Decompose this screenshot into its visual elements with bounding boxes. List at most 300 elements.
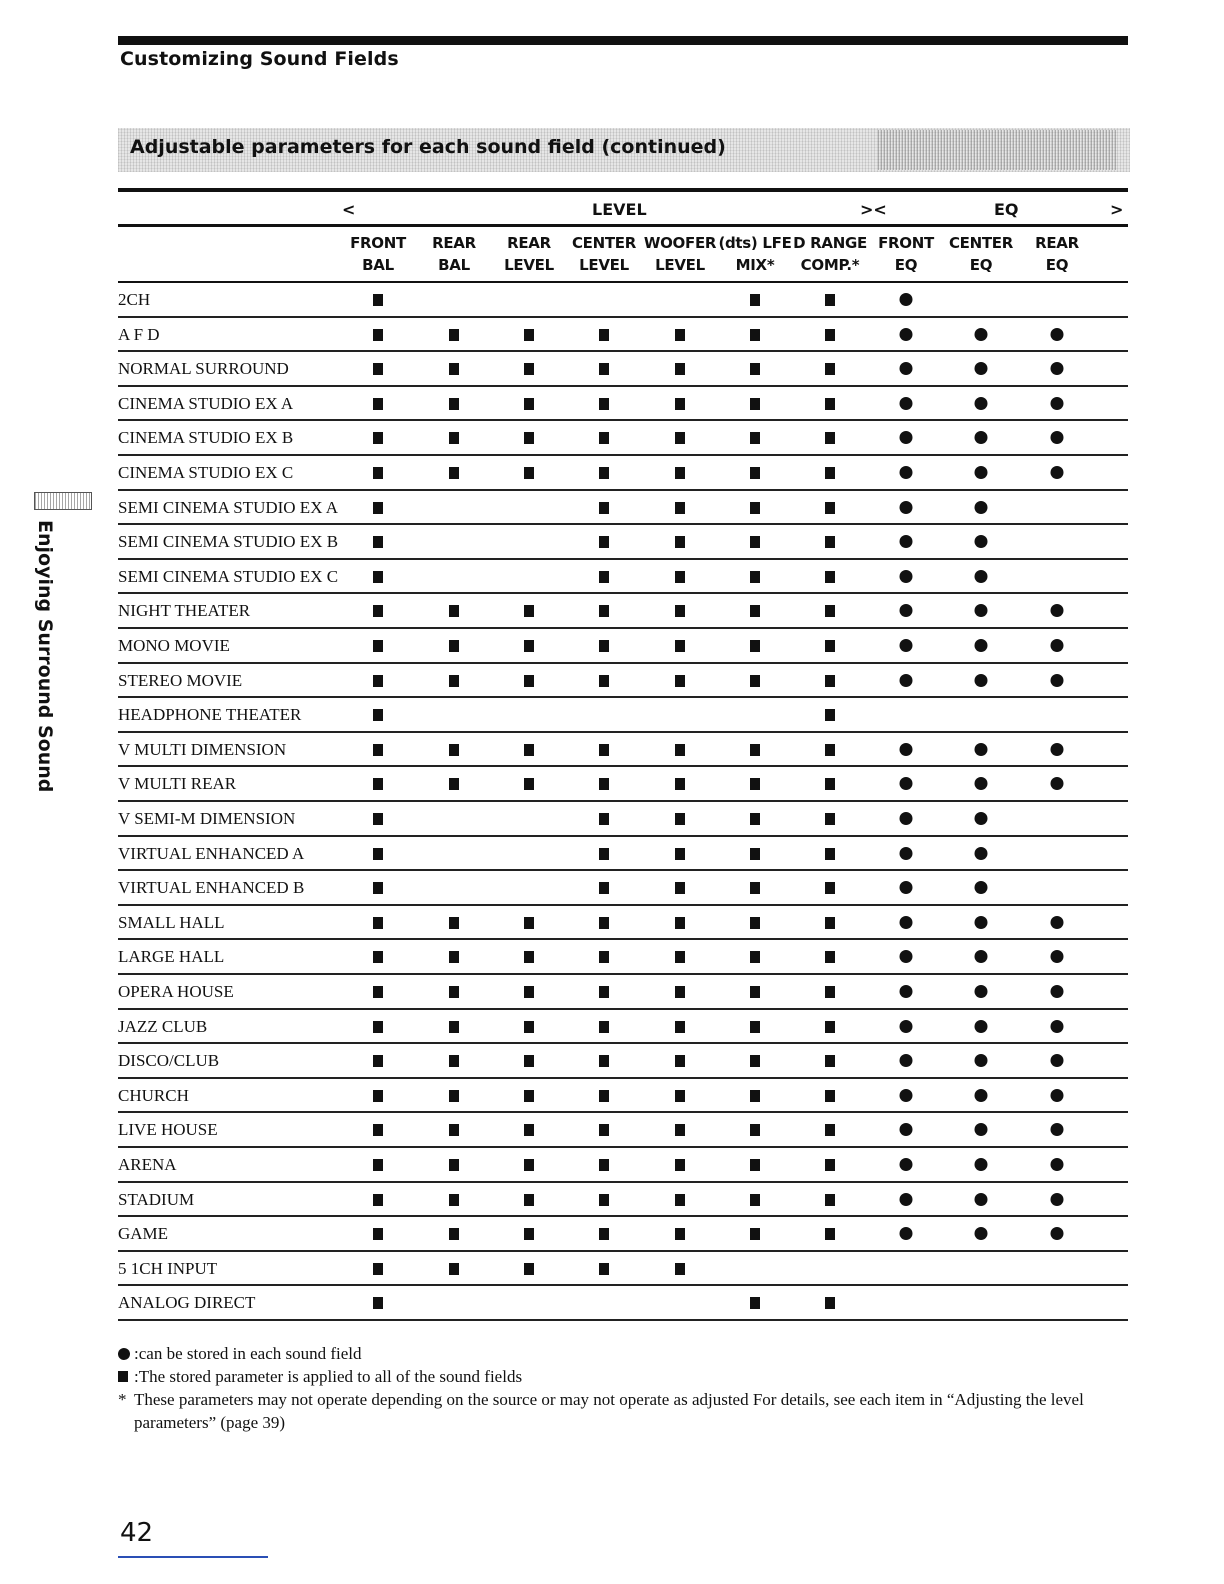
- storable-dot-icon: [975, 1123, 988, 1136]
- level-group-label: LEVEL: [592, 200, 647, 219]
- sound-field-name: CINEMA STUDIO EX A: [118, 393, 294, 413]
- table-row: [118, 1010, 1128, 1045]
- global-square-icon: [449, 467, 459, 479]
- side-tab: [30, 520, 60, 793]
- global-square-icon: [599, 398, 609, 410]
- global-square-icon: [599, 1055, 609, 1067]
- global-square-icon: [599, 1263, 609, 1275]
- global-square-icon: [599, 605, 609, 617]
- storable-dot-icon: [900, 362, 913, 375]
- column-header-line2: LEVEL: [655, 256, 705, 274]
- global-square-icon: [373, 1090, 383, 1102]
- storable-dot-icon: [975, 397, 988, 410]
- table-row: [118, 871, 1128, 906]
- sound-field-name: SEMI CINEMA STUDIO EX C: [118, 566, 339, 586]
- global-square-icon: [750, 1159, 760, 1171]
- table-row: [118, 594, 1128, 629]
- global-square-icon: [825, 571, 835, 583]
- column-header: [866, 232, 946, 276]
- global-square-icon: [449, 605, 459, 617]
- global-square-icon: [675, 571, 685, 583]
- global-square-icon: [524, 605, 534, 617]
- storable-dot-icon: [900, 743, 913, 756]
- storable-dot-icon: [900, 466, 913, 479]
- column-header-line1: WOOFER: [643, 234, 717, 252]
- storable-dot-icon: [900, 1227, 913, 1240]
- global-square-icon: [599, 536, 609, 548]
- storable-dot-icon: [1051, 328, 1064, 341]
- global-square-icon: [373, 467, 383, 479]
- storable-dot-icon: [900, 570, 913, 583]
- global-square-icon: [449, 432, 459, 444]
- global-square-icon: [825, 640, 835, 652]
- global-square-icon: [825, 502, 835, 514]
- asterisk-symbol: *: [118, 1390, 127, 1409]
- group-separator: ><: [860, 200, 887, 219]
- sound-field-name: SEMI CINEMA STUDIO EX B: [118, 532, 339, 552]
- global-square-icon: [675, 640, 685, 652]
- global-square-icon: [449, 917, 459, 929]
- sound-field-name: 5 1CH INPUT: [118, 1258, 218, 1278]
- section-title: Customizing Sound Fields: [120, 48, 399, 70]
- legend-notes: [118, 1342, 1118, 1434]
- global-square-icon: [373, 951, 383, 963]
- sound-field-name: A F D: [118, 324, 160, 344]
- table-row: [118, 491, 1128, 526]
- table-row: [118, 767, 1128, 802]
- global-square-icon: [599, 502, 609, 514]
- global-square-icon: [373, 1055, 383, 1067]
- global-square-icon: [825, 709, 835, 721]
- column-header: [715, 232, 795, 276]
- sound-field-name: CHURCH: [118, 1085, 189, 1105]
- storable-dot-icon: [975, 1020, 988, 1033]
- square-legend-text: :The stored parameter is applied to all of the sound fields: [134, 1367, 523, 1386]
- table-row: [118, 1113, 1128, 1148]
- global-square-icon: [825, 363, 835, 375]
- global-square-icon: [449, 1124, 459, 1136]
- sound-field-name: MONO MOVIE: [118, 636, 230, 655]
- global-square-icon: [675, 363, 685, 375]
- storable-dot-icon: [900, 293, 913, 306]
- global-square-icon: [449, 363, 459, 375]
- global-square-icon: [750, 1090, 760, 1102]
- storable-dot-icon: [900, 847, 913, 860]
- sound-field-name: STEREO MOVIE: [118, 670, 243, 690]
- column-header-line1: CENTER: [948, 234, 1014, 252]
- global-square-icon: [373, 1021, 383, 1033]
- storable-dot-icon: [1051, 777, 1064, 790]
- storable-dot-icon: [975, 1089, 988, 1102]
- global-square-icon: [750, 605, 760, 617]
- global-square-icon: [825, 1159, 835, 1171]
- global-square-icon: [524, 363, 534, 375]
- sound-field-name: V MULTI REAR: [118, 774, 237, 794]
- global-square-icon: [675, 1021, 685, 1033]
- column-header-line2: EQ: [894, 256, 918, 274]
- global-square-icon: [599, 778, 609, 790]
- global-square-icon: [599, 640, 609, 652]
- sound-field-name: JAZZ CLUB: [118, 1016, 208, 1036]
- storable-dot-icon: [900, 1020, 913, 1033]
- global-square-icon: [675, 744, 685, 756]
- table-row: [118, 283, 1128, 318]
- eq-group-label: EQ: [994, 200, 1019, 219]
- global-square-icon: [825, 1194, 835, 1206]
- column-header-line1: REAR: [507, 234, 551, 252]
- storable-dot-icon: [900, 950, 913, 963]
- global-square-icon: [524, 467, 534, 479]
- global-square-icon: [599, 882, 609, 894]
- sound-field-name: LARGE HALL: [118, 947, 225, 967]
- table-row: [118, 698, 1128, 733]
- global-square-icon: [825, 986, 835, 998]
- global-square-icon: [524, 329, 534, 341]
- storable-dot-icon: [900, 1193, 913, 1206]
- level-open-bracket: <: [342, 200, 356, 219]
- global-square-icon: [825, 1124, 835, 1136]
- global-square-icon: [524, 744, 534, 756]
- table-row: [118, 664, 1128, 699]
- column-header-line1: (dts) LFE: [718, 234, 792, 252]
- column-header-line1: D RANGE: [793, 234, 867, 252]
- global-square-icon: [750, 1124, 760, 1136]
- page-number-rule: [118, 1556, 268, 1558]
- global-square-icon: [599, 813, 609, 825]
- column-header-line2: LEVEL: [504, 256, 554, 274]
- storable-dot-icon: [975, 328, 988, 341]
- eq-close-bracket: >: [1110, 200, 1124, 219]
- storable-dot-icon: [975, 639, 988, 652]
- global-square-icon: [524, 778, 534, 790]
- storable-dot-icon: [900, 985, 913, 998]
- global-square-icon: [599, 675, 609, 687]
- sound-field-name: CINEMA STUDIO EX C: [118, 463, 294, 482]
- global-square-icon: [524, 986, 534, 998]
- global-square-icon: [675, 1055, 685, 1067]
- storable-dot-icon: [975, 674, 988, 687]
- global-square-icon: [750, 917, 760, 929]
- sound-field-name: NORMAL SURROUND: [118, 359, 289, 379]
- sound-field-name: HEADPHONE THEATER: [118, 705, 302, 725]
- storable-dot-icon: [900, 1158, 913, 1171]
- global-square-icon: [373, 398, 383, 410]
- global-square-icon: [750, 502, 760, 514]
- sound-field-name: V MULTI DIMENSION: [118, 739, 287, 759]
- sound-field-name: CINEMA STUDIO EX B: [118, 428, 294, 448]
- global-square-icon: [599, 951, 609, 963]
- global-square-icon: [524, 432, 534, 444]
- global-square-icon: [373, 1297, 383, 1309]
- storable-dot-icon: [900, 397, 913, 410]
- storable-dot-icon: [900, 881, 913, 894]
- storable-dot-icon: [900, 639, 913, 652]
- storable-dot-icon: [900, 501, 913, 514]
- global-square-icon: [599, 917, 609, 929]
- global-square-icon: [449, 675, 459, 687]
- global-square-icon: [599, 571, 609, 583]
- storable-dot-icon: [1051, 1054, 1064, 1067]
- storable-dot-icon: [975, 570, 988, 583]
- storable-dot-icon: [1051, 362, 1064, 375]
- global-square-icon: [675, 605, 685, 617]
- storable-dot-icon: [900, 604, 913, 617]
- storable-dot-icon: [975, 916, 988, 929]
- storable-dot-icon: [900, 777, 913, 790]
- storable-dot-icon: [900, 1089, 913, 1102]
- global-square-icon: [599, 1194, 609, 1206]
- global-square-icon: [449, 1194, 459, 1206]
- global-square-icon: [599, 467, 609, 479]
- global-square-icon: [373, 1194, 383, 1206]
- table-row: [118, 1044, 1128, 1079]
- section-banner: [118, 128, 1130, 172]
- storable-dot-icon: [1051, 985, 1064, 998]
- storable-dot-icon: [1051, 674, 1064, 687]
- table-row: [118, 352, 1128, 387]
- storable-dot-icon: [900, 1054, 913, 1067]
- global-square-icon: [449, 744, 459, 756]
- table-row: [118, 1079, 1128, 1114]
- dot-legend: [118, 1342, 1118, 1365]
- global-square-icon: [750, 744, 760, 756]
- global-square-icon: [373, 848, 383, 860]
- global-square-icon: [449, 1159, 459, 1171]
- column-header: [338, 232, 418, 276]
- table-row: [118, 940, 1128, 975]
- sound-field-name: LIVE HOUSE: [118, 1120, 218, 1140]
- global-square-icon: [524, 640, 534, 652]
- table-row: [118, 975, 1128, 1010]
- global-square-icon: [750, 1021, 760, 1033]
- sound-field-name: VIRTUAL ENHANCED A: [118, 843, 305, 863]
- global-square-icon: [524, 1159, 534, 1171]
- table-row: [118, 560, 1128, 595]
- footnote-text: These parameters may not operate depending on the source or may not operate as adjusted For details, see each item in “Adjusting the level parameters” (page 39): [134, 1390, 1084, 1432]
- global-square-icon: [825, 1055, 835, 1067]
- global-square-icon: [449, 1090, 459, 1102]
- column-header-line2: BAL: [362, 256, 394, 274]
- page-number: 42: [120, 1518, 154, 1548]
- storable-dot-icon: [975, 881, 988, 894]
- global-square-icon: [825, 432, 835, 444]
- global-square-icon: [675, 1090, 685, 1102]
- global-square-icon: [750, 432, 760, 444]
- storable-dot-icon: [900, 431, 913, 444]
- table-row: [118, 906, 1128, 941]
- column-header: [564, 232, 644, 276]
- storable-dot-icon: [975, 847, 988, 860]
- column-header: [640, 232, 720, 276]
- storable-dot-icon: [975, 812, 988, 825]
- sound-field-name: ARENA: [118, 1155, 177, 1174]
- global-square-icon: [599, 432, 609, 444]
- global-square-icon: [524, 398, 534, 410]
- global-square-icon: [524, 1124, 534, 1136]
- global-square-icon: [675, 1124, 685, 1136]
- column-header-line2: COMP.*: [800, 256, 860, 274]
- storable-dot-icon: [975, 1158, 988, 1171]
- global-square-icon: [825, 917, 835, 929]
- sound-field-name: SEMI CINEMA STUDIO EX A: [118, 497, 339, 517]
- global-square-icon: [750, 1228, 760, 1240]
- banner-title: Adjustable parameters for each sound field (continued): [130, 136, 726, 158]
- global-square-icon: [675, 778, 685, 790]
- global-square-icon: [750, 363, 760, 375]
- global-square-icon: [675, 813, 685, 825]
- global-square-icon: [825, 467, 835, 479]
- storable-dot-icon: [975, 1227, 988, 1240]
- global-square-icon: [750, 986, 760, 998]
- global-square-icon: [825, 848, 835, 860]
- global-square-icon: [675, 1194, 685, 1206]
- storable-dot-icon: [1051, 1123, 1064, 1136]
- storable-dot-icon: [1051, 743, 1064, 756]
- global-square-icon: [675, 432, 685, 444]
- column-group-header: [118, 198, 1128, 222]
- storable-dot-icon: [1051, 1193, 1064, 1206]
- table-row: [118, 525, 1128, 560]
- storable-dot-icon: [1051, 1089, 1064, 1102]
- storable-dot-icon: [975, 466, 988, 479]
- global-square-icon: [825, 294, 835, 306]
- global-square-icon: [373, 536, 383, 548]
- global-square-icon: [675, 398, 685, 410]
- storable-dot-icon: [975, 501, 988, 514]
- global-square-icon: [675, 675, 685, 687]
- table-row: [118, 1286, 1128, 1321]
- sound-field-name: 2CH: [118, 290, 151, 309]
- global-square-icon: [825, 744, 835, 756]
- global-square-icon: [825, 951, 835, 963]
- table-top-rule: [118, 188, 1128, 192]
- storable-dot-icon: [900, 812, 913, 825]
- square-icon: [118, 1371, 128, 1382]
- column-header-line2: BAL: [438, 256, 470, 274]
- global-square-icon: [675, 329, 685, 341]
- global-square-icon: [825, 1021, 835, 1033]
- global-square-icon: [373, 363, 383, 375]
- global-square-icon: [373, 1159, 383, 1171]
- column-header-line1: REAR: [432, 234, 476, 252]
- storable-dot-icon: [1051, 431, 1064, 444]
- global-square-icon: [750, 571, 760, 583]
- storable-dot-icon: [1051, 1158, 1064, 1171]
- global-square-icon: [825, 882, 835, 894]
- global-square-icon: [373, 986, 383, 998]
- storable-dot-icon: [900, 674, 913, 687]
- table-row: [118, 456, 1128, 491]
- storable-dot-icon: [975, 362, 988, 375]
- global-square-icon: [373, 502, 383, 514]
- global-square-icon: [825, 778, 835, 790]
- storable-dot-icon: [1051, 1227, 1064, 1240]
- column-header-line2: LEVEL: [579, 256, 629, 274]
- global-square-icon: [524, 951, 534, 963]
- global-square-icon: [750, 467, 760, 479]
- column-header: [489, 232, 569, 276]
- global-square-icon: [825, 605, 835, 617]
- global-square-icon: [373, 675, 383, 687]
- column-header: [1017, 232, 1097, 276]
- table-row: [118, 1252, 1128, 1287]
- global-square-icon: [524, 1263, 534, 1275]
- storable-dot-icon: [975, 1193, 988, 1206]
- storable-dot-icon: [975, 1054, 988, 1067]
- column-header: [790, 232, 870, 276]
- global-square-icon: [373, 432, 383, 444]
- global-square-icon: [524, 917, 534, 929]
- global-square-icon: [675, 951, 685, 963]
- global-square-icon: [825, 1297, 835, 1309]
- global-square-icon: [675, 917, 685, 929]
- storable-dot-icon: [1051, 639, 1064, 652]
- side-tab-marker: [34, 492, 92, 510]
- global-square-icon: [750, 882, 760, 894]
- global-square-icon: [825, 536, 835, 548]
- sound-field-name: VIRTUAL ENHANCED B: [118, 878, 305, 898]
- global-square-icon: [675, 1228, 685, 1240]
- row-divider: [118, 1319, 1128, 1321]
- square-legend: [118, 1365, 1118, 1388]
- global-square-icon: [675, 1263, 685, 1275]
- global-square-icon: [373, 709, 383, 721]
- global-square-icon: [750, 675, 760, 687]
- global-square-icon: [373, 882, 383, 894]
- column-header: [941, 232, 1021, 276]
- global-square-icon: [675, 502, 685, 514]
- global-square-icon: [524, 1228, 534, 1240]
- column-header-line1: CENTER: [571, 234, 637, 252]
- global-square-icon: [675, 467, 685, 479]
- global-square-icon: [373, 605, 383, 617]
- global-square-icon: [675, 536, 685, 548]
- storable-dot-icon: [1051, 466, 1064, 479]
- global-square-icon: [449, 951, 459, 963]
- storable-dot-icon: [900, 1123, 913, 1136]
- sound-field-name: SMALL HALL: [118, 912, 225, 932]
- sound-field-name: NIGHT THEATER: [118, 601, 251, 621]
- table-row: [118, 837, 1128, 872]
- global-square-icon: [524, 1194, 534, 1206]
- storable-dot-icon: [900, 916, 913, 929]
- global-square-icon: [750, 1297, 760, 1309]
- global-square-icon: [750, 813, 760, 825]
- global-square-icon: [675, 1159, 685, 1171]
- column-header-line2: MIX*: [735, 256, 775, 274]
- global-square-icon: [750, 294, 760, 306]
- table-row: [118, 733, 1128, 768]
- global-square-icon: [599, 329, 609, 341]
- storable-dot-icon: [900, 328, 913, 341]
- global-square-icon: [675, 848, 685, 860]
- table-row: [118, 318, 1128, 353]
- global-square-icon: [750, 951, 760, 963]
- global-square-icon: [750, 640, 760, 652]
- global-square-icon: [750, 848, 760, 860]
- global-square-icon: [524, 1055, 534, 1067]
- global-square-icon: [825, 1228, 835, 1240]
- global-square-icon: [449, 1021, 459, 1033]
- global-square-icon: [373, 329, 383, 341]
- side-tab-label: Enjoying Surround Sound: [34, 520, 56, 793]
- column-header-line1: REAR: [1035, 234, 1079, 252]
- storable-dot-icon: [1051, 916, 1064, 929]
- storable-dot-icon: [975, 950, 988, 963]
- global-square-icon: [750, 778, 760, 790]
- storable-dot-icon: [975, 604, 988, 617]
- global-square-icon: [524, 1090, 534, 1102]
